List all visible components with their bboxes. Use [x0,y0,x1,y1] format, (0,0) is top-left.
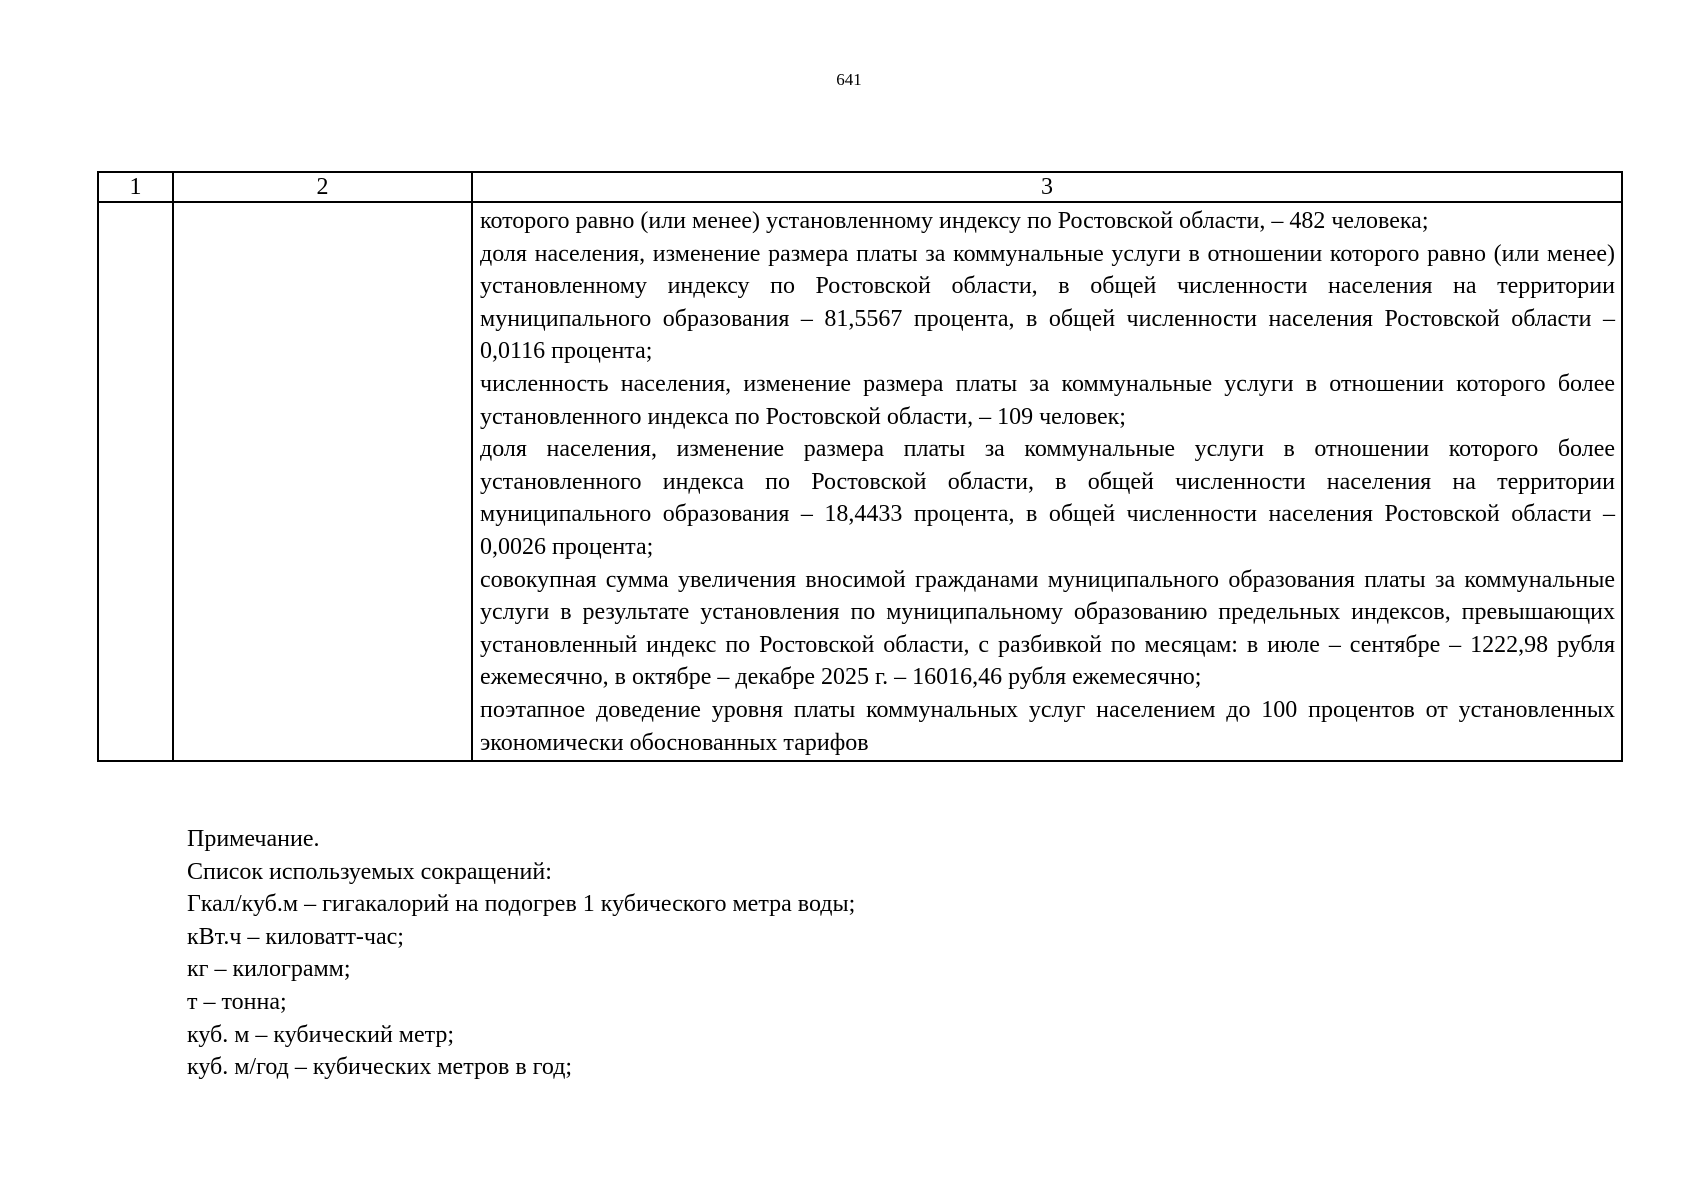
notes-title: Примечание. [187,826,320,852]
column-header-1: 1 [98,172,173,202]
abbreviation-item: куб. м – кубический метр; [187,1021,455,1048]
cell-column-1 [98,202,173,761]
abbreviation-item: кВт.ч – киловатт-час; [187,923,404,950]
abbreviation-item: куб. м/год – кубических метров в год; [187,1054,573,1081]
paragraph-gradual-tariff-increase: поэтапное доведение уровня платы коммунальных услуг населением до 100 процентов от установленных экономически обоснованных тарифов [480,696,1615,756]
continuation-table [97,171,1623,762]
paragraph-population-count-above-index: численность населения, изменение размера платы за коммунальные услуги в отношении которого более установленного индекса по Ростовской области, – 109 человек; [480,370,1615,430]
abbreviation-item: т – тонна; [187,988,287,1015]
paragraph-population-count-within-index: которого равно (или менее) установленному индексу по Ростовской области, – 482 человека; [480,208,1429,234]
abbreviations-list-title: Список используемых сокращений: [187,858,552,885]
table-row [98,202,1622,761]
cell-column-3 [472,202,1622,761]
column-header-2: 2 [173,172,472,202]
abbreviation-item: Гкал/куб.м – гигакалорий на подогрев 1 кубического метра воды; [187,891,856,918]
notes-section [187,823,1487,1084]
abbreviation-item: кг – килограмм; [187,956,351,983]
table-header-row [98,172,1622,202]
column-header-3: 3 [472,172,1622,202]
cell-column-2 [173,202,472,761]
paragraph-population-share-above-index: доля населения, изменение размера платы за коммунальные услуги в отношении которого более установленного индекса по Ростовской области, в общей численности населения на территории муниципального образования – 18,4433 процента, в общей численности населения Ростовской области – 0,0026 процента; [480,436,1615,560]
page-number: 641 [836,70,862,89]
paragraph-total-payment-increase: совокупная сумма увеличения вносимой гражданами муниципального образования платы за коммунальные услуги в результате установления по муниципальному образованию предельных индексов, превышающих установленный индекс по Ростовской области, с разбивкой по месяцам: в июле – сентябре – 1222,98 рубля ежемесячно, в октябре – декабре 2025 г. – 16016,46 рубля ежемесячно; [480,566,1615,691]
paragraph-population-share-within-index: доля населения, изменение размера платы за коммунальные услуги в отношении которого равно (или менее) установленному индексу по Ростовской области, в общей численности населения на территории муниципального образования – 81,5567 процента, в общей численности населения Ростовской области – 0,0116 процента; [480,240,1615,365]
